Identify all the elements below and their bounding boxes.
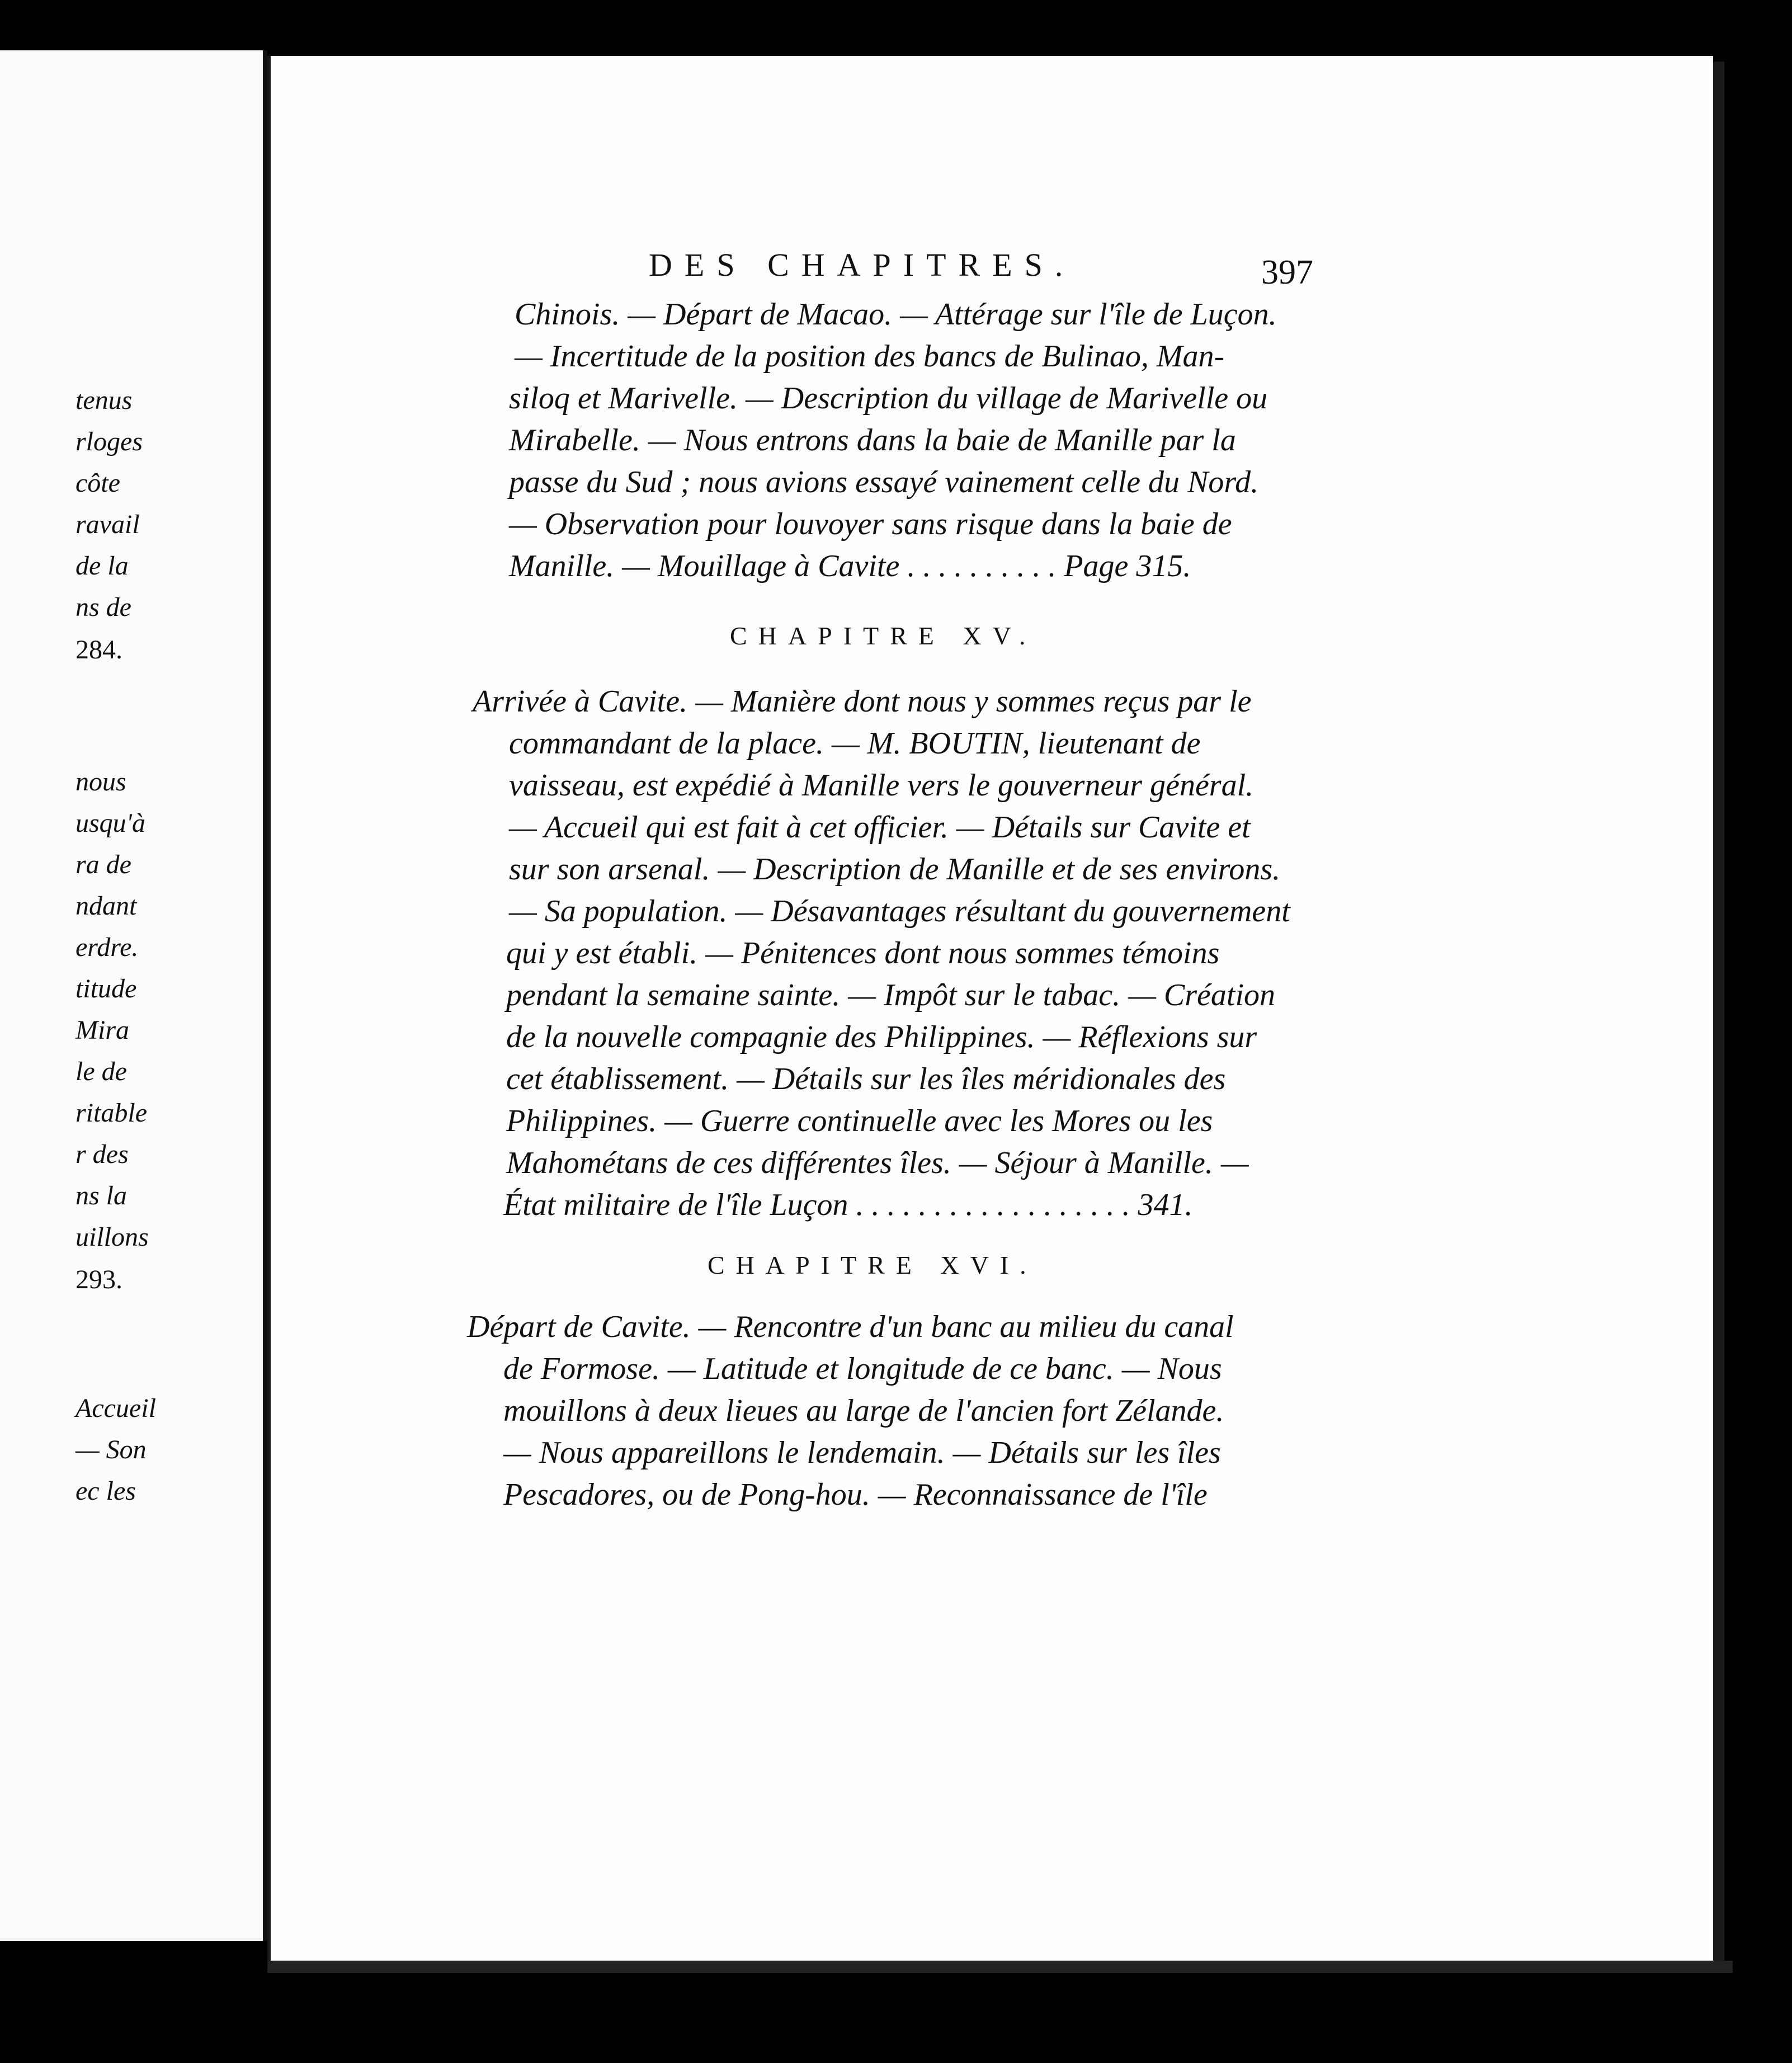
left-page-line: ns la (76, 1181, 128, 1211)
running-head: DES CHAPITRES. (649, 247, 1076, 283)
toc-line: Mahométans de ces différentes îles. — Séjour à Manille. — (506, 1146, 1249, 1180)
left-page-line: de la (76, 551, 129, 581)
toc-line: Départ de Cavite. — Rencontre d'un banc au milieu du canal (467, 1310, 1234, 1344)
left-page-line: uillons (76, 1222, 149, 1252)
left-page-line: tenus (76, 385, 133, 415)
left-page-line: ravail (76, 510, 140, 539)
left-page-line: ra de (76, 850, 131, 879)
toc-line: sur son arsenal. — Description de Manille et de ses environs. (509, 852, 1281, 887)
left-page (0, 50, 267, 1941)
chapter-heading-xv: CHAPITRE XV. (730, 621, 1037, 650)
toc-line: de Formose. — Latitude et longitude de ce banc. — Nous (503, 1351, 1222, 1386)
left-page-line: 293. (76, 1265, 122, 1294)
toc-line: — Sa population. — Désavantages résultant du gouvernement (509, 894, 1290, 929)
toc-line: de la nouvelle compagnie des Philippines. — Réflexions sur (506, 1020, 1257, 1054)
toc-line: — Incertitude de la position des bancs de Bulinao, Man- (515, 339, 1225, 374)
left-page-line: ns de (76, 592, 131, 622)
left-page-line: côte (76, 468, 120, 498)
toc-line: Chinois. — Départ de Macao. — Attérage sur l'île de Luçon. (515, 297, 1277, 332)
toc-line: pendant la semaine sainte. — Impôt sur le tabac. — Création (506, 978, 1276, 1012)
toc-line: cet établissement. — Détails sur les îles méridionales des (506, 1062, 1226, 1096)
left-page-line: nous (76, 767, 126, 797)
left-page-line: usqu'à (76, 808, 145, 838)
page-edge-right (1713, 62, 1724, 1963)
page-edge-bottom (267, 1961, 1733, 1973)
page-number: 397 (1261, 253, 1313, 291)
left-page-line: ritable (76, 1098, 147, 1128)
left-page-line: Accueil (76, 1393, 156, 1423)
toc-line: Philippines. — Guerre continuelle avec les Mores ou les (506, 1104, 1213, 1138)
toc-line: Arrivée à Cavite. — Manière dont nous y sommes reçus par le (473, 684, 1252, 719)
left-page-line: r des (76, 1139, 129, 1169)
left-page-line: le de (76, 1057, 127, 1086)
left-page-line: — Son (76, 1435, 147, 1464)
left-page-line: ec les (76, 1476, 136, 1506)
left-page-line: Mira (76, 1015, 129, 1045)
toc-line: État militaire de l'île Luçon . . . . . . . . . . . . . . . . . . 341. (503, 1188, 1193, 1222)
left-page-line: rloges (76, 427, 143, 456)
left-page-line: erdre. (76, 932, 139, 962)
toc-line: mouillons à deux lieues au large de l'ancien fort Zélande. (503, 1393, 1224, 1428)
toc-line: — Accueil qui est fait à cet officier. — Détails sur Cavite et (509, 810, 1251, 845)
toc-line: — Observation pour louvoyer sans risque dans la baie de (509, 507, 1232, 541)
chapter-heading-xvi: CHAPITRE XVI. (708, 1251, 1038, 1279)
toc-line: — Nous appareillons le lendemain. — Détails sur les îles (503, 1435, 1221, 1470)
toc-line: commandant de la place. — M. BOUTIN, lieutenant de (509, 726, 1201, 761)
left-page-line: 284. (76, 635, 122, 665)
toc-line: Mirabelle. — Nous entrons dans la baie de Manille par la (509, 423, 1236, 458)
left-page-line: titude (76, 974, 137, 1004)
toc-line: qui y est établi. — Pénitences dont nous sommes témoins (506, 936, 1220, 971)
toc-line: siloq et Marivelle. — Description du village de Marivelle ou (509, 381, 1268, 416)
toc-line: Manille. — Mouillage à Cavite . . . . . . . . . . Page 315. (509, 549, 1191, 583)
left-page-line: ndant (76, 891, 137, 921)
toc-line: Pescadores, ou de Pong-hou. — Reconnaissance de l'île (503, 1477, 1208, 1512)
toc-line: vaisseau, est expédié à Manille vers le gouverneur général. (509, 768, 1254, 803)
toc-line: passe du Sud ; nous avions essayé vainement celle du Nord. (509, 465, 1259, 500)
